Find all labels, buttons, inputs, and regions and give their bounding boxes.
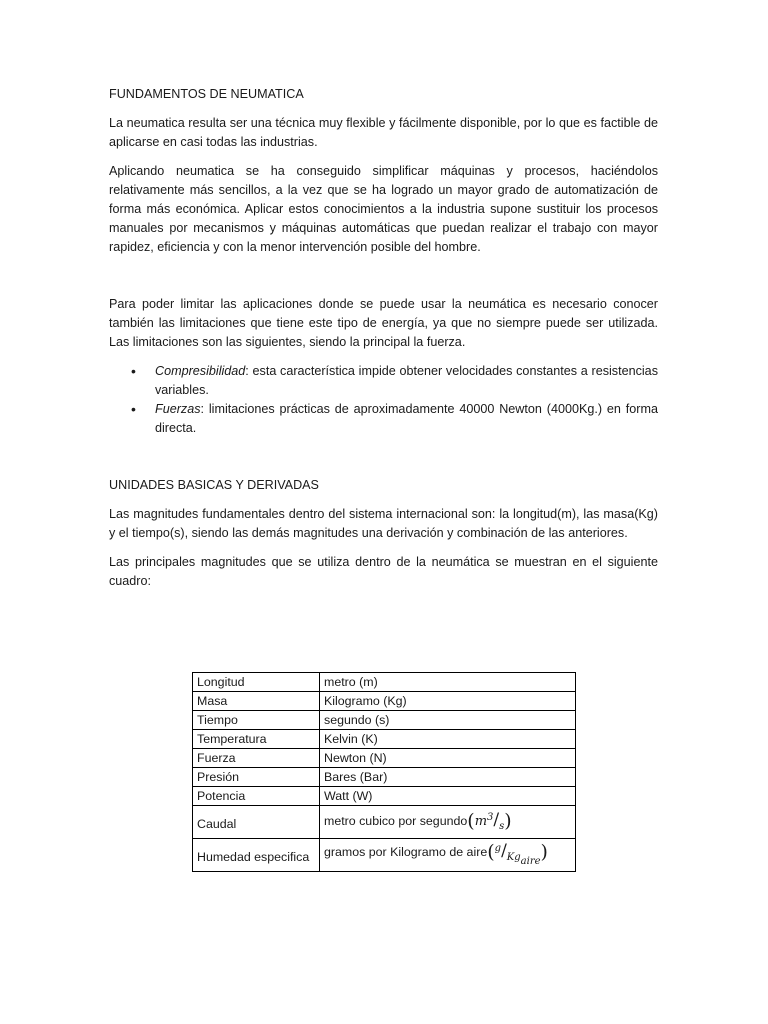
formula-slash: / bbox=[501, 841, 507, 861]
magnitude-cell: Presión bbox=[193, 768, 320, 787]
list-item-text: : limitaciones prácticas de aproximadamente 40000 Newton (4000Kg.) en forma directa. bbox=[155, 402, 658, 435]
formula-denominator-base: Kg bbox=[506, 852, 521, 863]
table-row bbox=[193, 768, 576, 787]
list-item-term: Fuerzas bbox=[155, 402, 201, 416]
magnitude-cell: Tiempo bbox=[193, 711, 320, 730]
list-item bbox=[109, 362, 658, 400]
bullet-icon: • bbox=[131, 401, 136, 417]
unit-text: gramos por Kilogramo de aire bbox=[324, 845, 488, 859]
paragraph-limitations: Para poder limitar las aplicaciones donde se puede usar la neumática es necesario conocer también las limitaciones que tiene este tipo de energía, ya que no siempre puede ser utilizada. Las limitaciones son las siguientes, siendo la principal la fuerza. bbox=[109, 297, 658, 349]
table-row bbox=[193, 749, 576, 768]
formula-open: ( bbox=[467, 810, 475, 832]
unit-cell: Kelvin (K) bbox=[320, 730, 576, 749]
formula-denominator: s bbox=[499, 821, 505, 832]
section-title-fundamentos: FUNDAMENTOS DE NEUMATICA bbox=[109, 87, 304, 101]
formula-numerator: m bbox=[474, 814, 488, 829]
unit-cell bbox=[320, 806, 576, 839]
limitations-list bbox=[109, 362, 658, 438]
formula-denominator-subscript: aire bbox=[520, 856, 541, 867]
magnitude-cell: Fuerza bbox=[193, 749, 320, 768]
unit-cell bbox=[320, 839, 576, 872]
magnitude-cell: Masa bbox=[193, 692, 320, 711]
formula-exponent: 3 bbox=[487, 812, 494, 823]
unit-cell: Kilogramo (Kg) bbox=[320, 692, 576, 711]
magnitude-cell: Temperatura bbox=[193, 730, 320, 749]
spacer bbox=[109, 267, 658, 295]
paragraph-table-intro: Las principales magnitudes que se utiliza dentro de la neumática se muestran en el siguiente cuadro: bbox=[109, 555, 658, 588]
paragraph-applications: Aplicando neumatica se ha conseguido simplificar máquinas y procesos, haciéndolos relativamente más sencillos, a la vez que se ha logrado un mayor grado de automatización de forma más económica. Aplicar estos conocimientos a la industria supone sustituir los procesos manuales por mecanismos y máquinas automáticas que puedan realizar el trabajo con mayor rapidez, eficiencia y con la menor intervención posible del hombre. bbox=[109, 164, 658, 254]
magnitude-cell: Humedad especifica bbox=[193, 839, 320, 872]
table-row bbox=[193, 711, 576, 730]
paragraph-fundamental-units: Las magnitudes fundamentales dentro del sistema internacional son: la longitud(m), las masa(Kg) y el tiempo(s), siendo las demás magnitudes una derivación y combinación de las anteriores. bbox=[109, 507, 658, 540]
unit-text: metro cubico por segundo bbox=[324, 814, 468, 828]
spacer bbox=[109, 448, 658, 476]
flow-unit-formula bbox=[467, 810, 512, 832]
formula-numerator: g bbox=[494, 843, 502, 854]
units-table-container bbox=[192, 672, 576, 872]
formula-denominator bbox=[506, 852, 541, 867]
table-row bbox=[193, 730, 576, 749]
formula-close: ) bbox=[540, 841, 548, 863]
unit-cell: Newton (N) bbox=[320, 749, 576, 768]
units-table bbox=[192, 672, 576, 872]
magnitude-cell: Longitud bbox=[193, 673, 320, 692]
bullet-icon: • bbox=[131, 363, 136, 379]
list-item-text: : esta característica impide obtener velocidades constantes a resistencias variables. bbox=[155, 364, 658, 397]
table-row bbox=[193, 839, 576, 872]
unit-cell: Bares (Bar) bbox=[320, 768, 576, 787]
humidity-unit-formula bbox=[487, 841, 548, 867]
table-row bbox=[193, 787, 576, 806]
list-item-term: Compresibilidad bbox=[155, 364, 246, 378]
unit-cell: Watt (W) bbox=[320, 787, 576, 806]
formula-open: ( bbox=[487, 841, 495, 863]
formula-close: ) bbox=[504, 810, 512, 832]
magnitude-cell: Potencia bbox=[193, 787, 320, 806]
table-row bbox=[193, 692, 576, 711]
unit-cell: segundo (s) bbox=[320, 711, 576, 730]
table-row bbox=[193, 673, 576, 692]
list-item bbox=[109, 400, 658, 438]
document-body bbox=[109, 85, 658, 601]
formula-slash: / bbox=[493, 810, 500, 830]
unit-cell: metro (m) bbox=[320, 673, 576, 692]
section-title-unidades: UNIDADES BASICAS Y DERIVADAS bbox=[109, 478, 319, 492]
paragraph-intro: La neumatica resulta ser una técnica muy flexible y fácilmente disponible, por lo que es factible de aplicarse en casi todas las industrias. bbox=[109, 116, 658, 149]
table-row bbox=[193, 806, 576, 839]
magnitude-cell: Caudal bbox=[193, 806, 320, 839]
